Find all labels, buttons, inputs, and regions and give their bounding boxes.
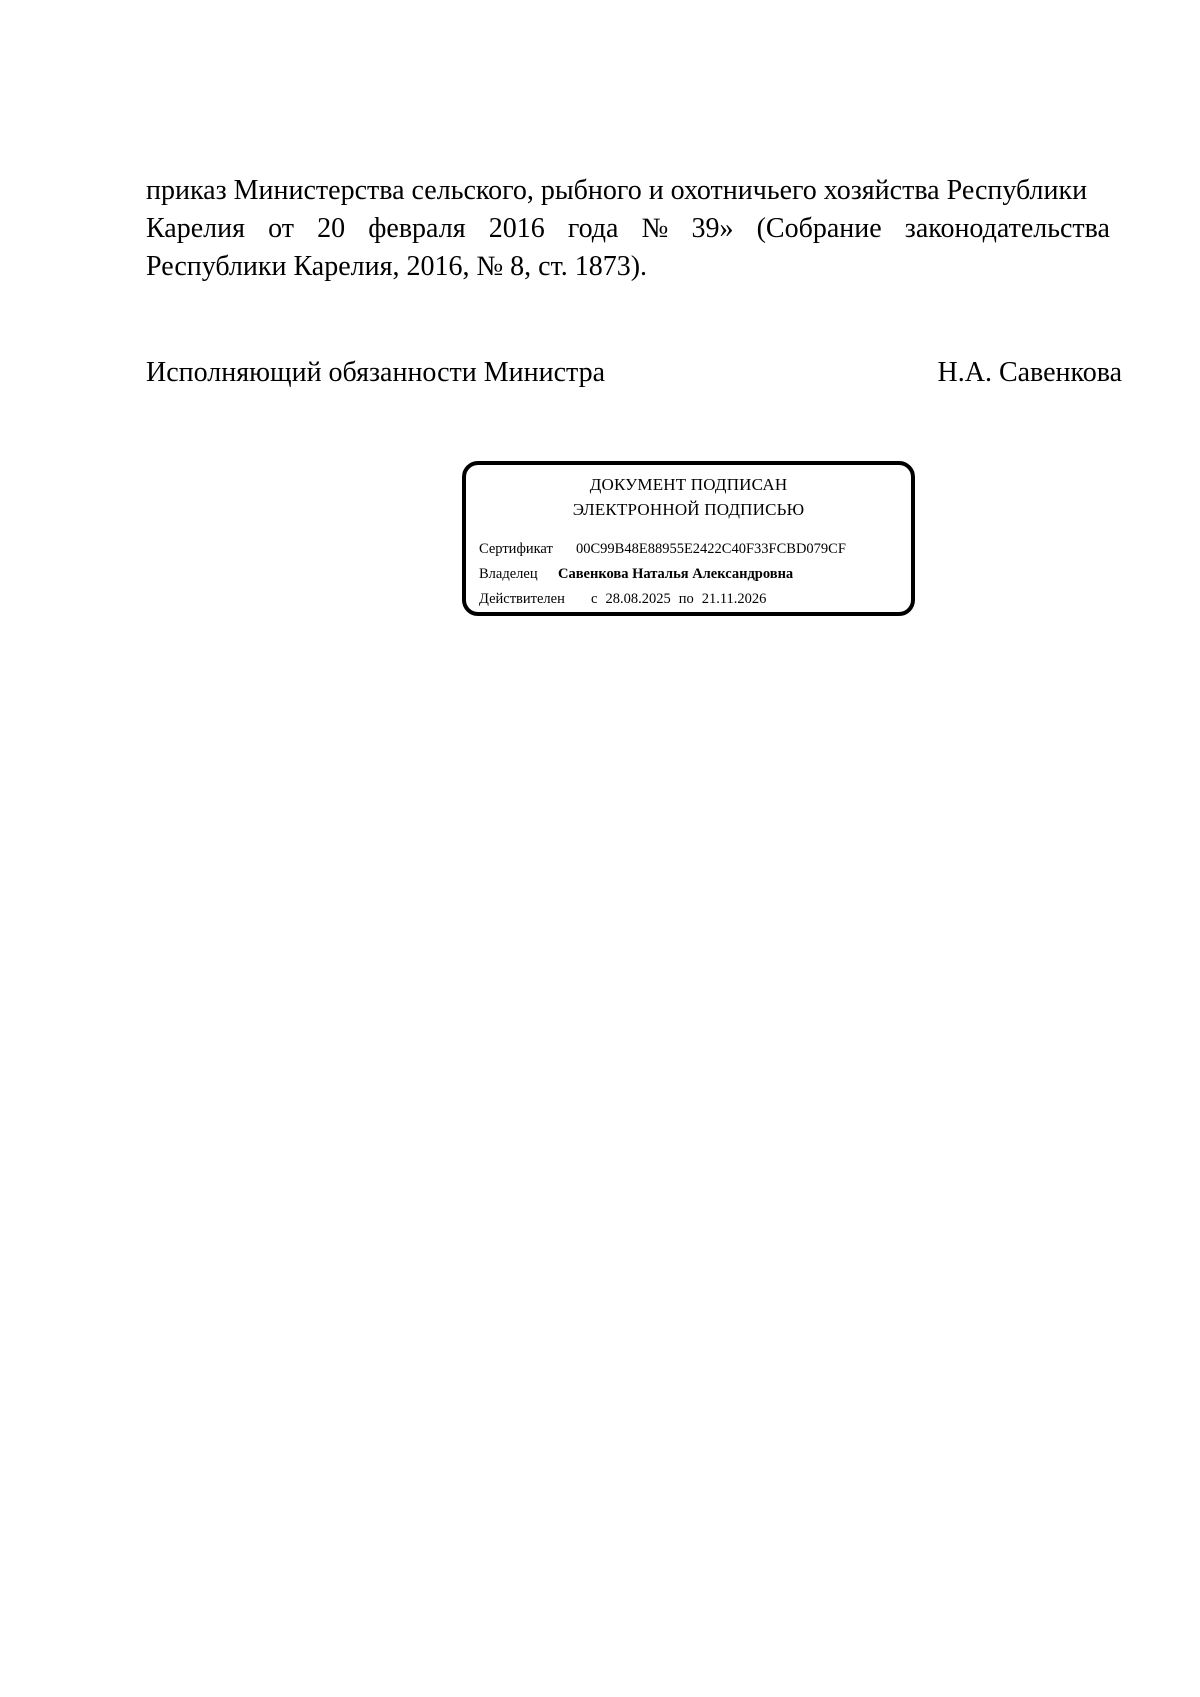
certificate-value: 00C99B48E88955E2422C40F33FCBD079CF xyxy=(576,541,846,557)
paragraph-line-2-word: года xyxy=(567,213,619,244)
paragraph-line-2-word: 20 xyxy=(317,213,346,244)
paragraph-line-1 xyxy=(146,172,1110,210)
paragraph-line-2-word: 2016 xyxy=(488,213,545,244)
paragraph-line-2-word: Карелия xyxy=(146,213,245,244)
stamp-title-line-1: ДОКУМЕНТ ПОДПИСАН xyxy=(589,475,788,494)
paragraph-line-1-text: приказ Министерства сельского, рыбного и охотничьего хозяйства Республики xyxy=(146,175,1088,206)
owner-value: Савенкова Наталья Александровна xyxy=(558,566,794,582)
signer-position: Исполняющий обязанности Министра xyxy=(146,357,606,388)
valid-to-prefix: по xyxy=(678,591,694,607)
owner-label: Владелец xyxy=(479,566,538,582)
valid-from-date: 28.08.2025 xyxy=(605,591,671,607)
signer-name: Н.А. Савенкова xyxy=(937,357,1122,388)
body-paragraph xyxy=(146,172,1110,286)
stamp-validity-row xyxy=(479,589,766,609)
paragraph-line-3: Республики Карелия, 2016, № 8, ст. 1873). xyxy=(146,251,648,282)
stamp-title-line-2: ЭЛЕКТРОННОЙ ПОДПИСЬЮ xyxy=(572,500,805,519)
valid-from-prefix: с xyxy=(591,591,598,607)
paragraph-line-2-word: законодательства xyxy=(904,213,1110,244)
certificate-label: Сертификат xyxy=(479,541,553,557)
stamp-certificate-row xyxy=(479,539,846,559)
valid-to-date: 21.11.2026 xyxy=(701,591,767,607)
paragraph-line-2-word: (Собрание xyxy=(756,213,882,244)
signature-block xyxy=(146,355,1122,391)
paragraph-line-2-word: февраля xyxy=(368,213,466,244)
paragraph-line-2 xyxy=(146,210,1110,248)
paragraph-line-2-word: 39» xyxy=(691,213,734,244)
paragraph-line-2-word: от xyxy=(268,213,294,244)
paragraph-line-2-word: № xyxy=(641,213,669,244)
electronic-signature-stamp xyxy=(462,461,915,616)
validity-label: Действителен xyxy=(479,591,565,607)
stamp-owner-row xyxy=(479,564,793,584)
